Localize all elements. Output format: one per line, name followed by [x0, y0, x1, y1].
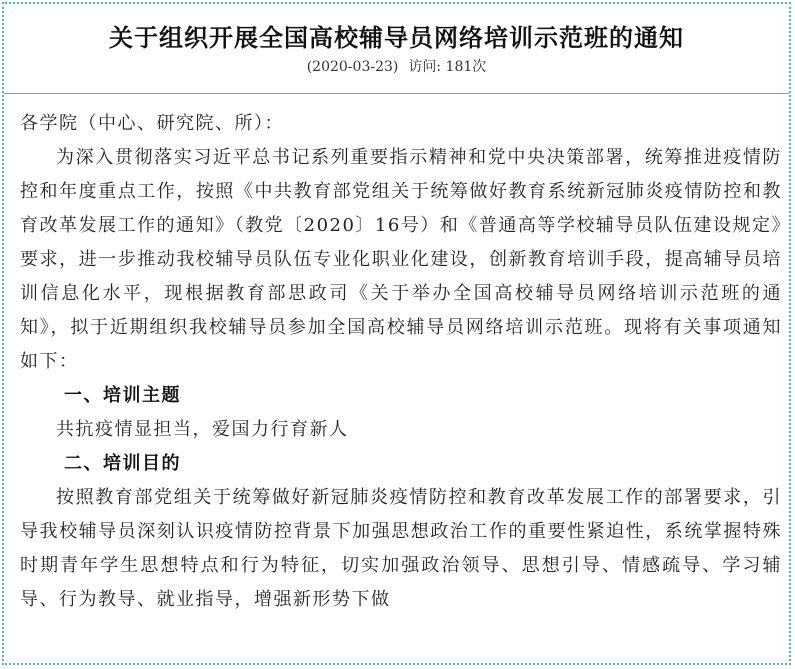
visits-count: 181次: [445, 59, 487, 75]
publish-meta: [4, 56, 789, 76]
intro-paragraph: 为深入贯彻落实习近平总书记系列重要指示精神和党中央决策部署，统筹推进疫情防控和年度重点工作，按照《中共教育部党组关于统筹做好教育系统新冠肺炎疫情防控和教育改革发展工作的通知》（教党〔2020〕16号）和《普通高等学校辅导员队伍建设规定》要求，进一步推动我校辅导员队伍专业化职业化建设，创新教育培训手段，提高辅导员培训信息化水平，现根据教育部思政司《关于举办全国高校辅导员网络培训示范班的通知》，拟于近期组织我校辅导员参加全国高校辅导员网络培训示范班。现将有关事项通知如下：: [20, 147, 782, 372]
title-divider: [4, 93, 789, 94]
publish-date: (2020-03-23): [306, 59, 399, 75]
visits-label: 访问:: [408, 59, 442, 75]
section-heading-purpose: 二、培训目的: [64, 453, 181, 474]
salutation: 各学院（中心、研究院、所）：: [20, 113, 284, 134]
page-title: 关于组织开展全国高校辅导员网络培训示范班的通知: [109, 23, 684, 52]
document-frame: [2, 2, 791, 665]
section-theme-text: 共抗疫情显担当，爱国力行育新人: [56, 419, 349, 440]
article-body: [20, 107, 782, 617]
section-purpose-text: 按照教育部党组关于统筹做好新冠肺炎疫情防控和教育改革发展工作的部署要求，引导我校辅导员深刻认识疫情防控背景下加强思想政治工作的重要性紧迫性，系统掌握特殊时期青年学生思想特点和行为特征，切实加强政治领导、思想引导、情感疏导、学习辅导、行为教导、就业指导，增强新形势下做: [20, 487, 782, 610]
section-heading-theme: 一、培训主题: [64, 385, 181, 406]
